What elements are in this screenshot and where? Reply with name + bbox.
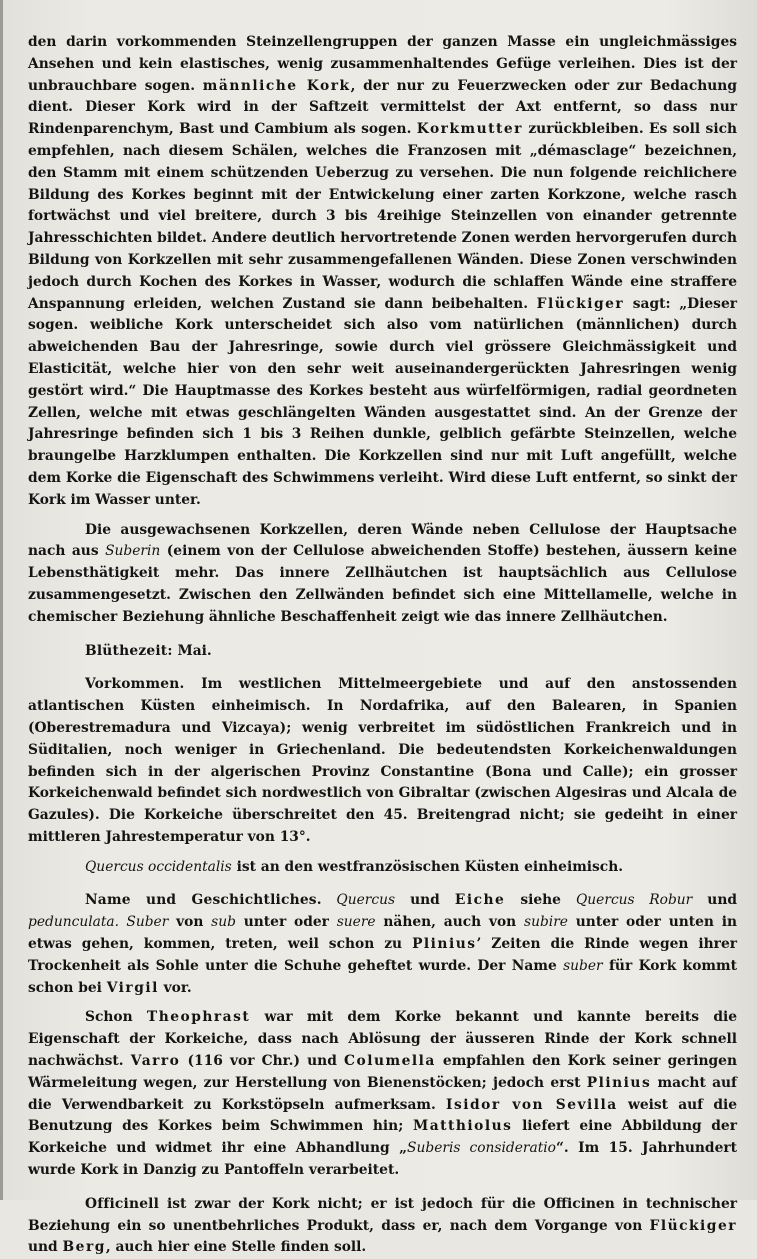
text-run: und [28, 1239, 63, 1256]
paragraph-bluethezeit [28, 641, 737, 663]
paragraph-kork-bildung [28, 32, 737, 512]
author-name: Matthiolus [412, 1118, 513, 1135]
author-name: Flückiger [536, 295, 625, 312]
text-run: , auch hier eine Stelle finden soll. [105, 1239, 367, 1256]
text-run: weist auf die Benutzung des Korkes beim Schwimmen hin; [28, 1096, 737, 1135]
text-run: liefert eine Abbildung der Korkeiche und widmet ihr eine Abhandlung „ [28, 1118, 737, 1157]
author-name: Flückiger [649, 1217, 737, 1234]
author-name: Plinius [412, 936, 477, 953]
italic-term: pedunculata. [28, 914, 120, 931]
italic-term: suber [563, 957, 603, 974]
paragraph-officinell [28, 1194, 737, 1259]
paragraph-vorkommen [28, 674, 737, 848]
text-run: für Kork kommt schon bei [28, 957, 737, 996]
text-run: ’ Zeiten die Rinde wegen ihrer Trockenheit als Sohle unter die Schuhe geheftet wurde. Der Name [28, 936, 737, 974]
text-run: Mai. [172, 642, 212, 659]
section-heading: Officinell [85, 1195, 160, 1212]
body-text [28, 32, 737, 1259]
paragraph-suberin [28, 520, 737, 629]
author-name: Isidor von Sevilla [446, 1096, 618, 1113]
italic-term: Suber [119, 914, 169, 931]
text-run: siehe [505, 892, 576, 909]
author-name: Varro [130, 1053, 181, 1070]
text-run: macht auf die Verwendbarkeit zu Korkstöpseln aufmerksam. [28, 1074, 737, 1113]
paragraph-name-geschichte [28, 890, 737, 999]
text-run: Im westlichen Mittelmeergebiete und auf den anstossenden atlantischen Küsten einheimisch. In Nordafrika, auf den Balearen, in Spanien (Oberestremadura und Vizcaya); wenig verbreitet im südöstlichen Frankreich und in Süditalien, noch weniger in Griechenland. Die bedeutendsten Korkeichenwaldungen befinden sich in der algerischen Provinz Constantine (Bona und Calle); ein grosser Korkeichenwald befindet sich nordwestlich von Gibraltar (zwischen Algesiras und Alcala de Gazules). Die Korkeiche überschreitet den 45. Breitengrad nicht; sie gedeiht in einer mittleren Jahrestemperatur von 13°. [28, 676, 737, 845]
spaced-term: männliche Kork [202, 77, 351, 94]
paragraph-theophrast [28, 1007, 737, 1181]
text-run: ist an den westfranzösischen Küsten einheimisch. [231, 858, 624, 875]
italic-term: Quercus occidentalis [85, 858, 232, 875]
text-run: zurückbleiben. Es soll sich empfehlen, nach diesem Schälen, welches die Franzosen mit „démasclage“ bezeichnen, den Stamm mit einem schützenden Ueberzug zu versehen. Die nun folgende reichlichere Bildung des Korkes beginnt mit der Entwickelung einer zarten Korkzone, welche rasch fortwächst und viel breitere, durch 3 bis 4reihige Steinzellen von einander getrennte Jahresschichten bildet. Andere deutlich hervortretende Zonen werden hervorgerufen durch Bildung von Korkzellen mit sehr zusammengefallenen Wänden. Diese Zonen verschwinden jedoch durch Kochen des Korkes in Wasser, wodurch die schlaffen Wände eine straffere Anspannung erleiden, welchen Zustand sie dann beibehalten. [28, 121, 738, 312]
author-name: Berg [62, 1239, 106, 1256]
text-run: (einem von der Cellulose abweichenden Stoffe) bestehen, äussern keine Lebensthätigkeit mehr. Das innere Zellhäutchen ist hauptsächlich aus Cellulose zusammengesetzt. Zwischen den Zellwänden befindet sich eine Mittellamelle, welche in chemischer Beziehung ähnliche Beschaffenheit zeigt wie das innere Zellhäutchen. [28, 543, 737, 625]
text-run: unter oder unten in etwas gehen, kommen, treten, weil schon zu [28, 914, 738, 953]
section-heading: Name und Geschichtliches. [85, 892, 322, 909]
italic-term: sub [211, 914, 236, 931]
italic-term: Suberis consideratio [407, 1140, 556, 1157]
text-run: von [168, 914, 212, 931]
text-run: , der nur zu Feuerzwecken oder zur Bedachung dient. Dieser Kork wird in der Saftzeit vermittelst der Axt entfernt, so dass nur Rindenparenchym, Bast und Cambium als sogen. [28, 77, 737, 138]
text-run: (116 vor Chr.) und [180, 1053, 345, 1070]
author-name: Theophrast [146, 1009, 251, 1026]
author-name: Virgil [106, 979, 159, 996]
text-run: war mit dem Korke bekannt und kannte bereits die Eigenschaft der Korkeiche, dass nach Ablösung der äusseren Rinde der Kork schnell nachwächst. [28, 1009, 737, 1070]
author-name: Columella [344, 1053, 436, 1070]
author-name: Plinius [586, 1074, 652, 1091]
text-run: und [692, 892, 738, 909]
text-run: Die ausgewachsenen Korkzellen, deren Wände neben Cellulose der Hauptsache nach aus [28, 521, 737, 560]
text-run: sagt: „Dieser sogen. weibliche Kork unterscheidet sich also vom natürlichen (männlichen) durch abweichenden Bau der Jahresringe, sowie durch viel grössere Gleichmässigkeit und Elasticität, welche hier von den sehr weit auseinandergerückten Jahresringen wenig gestört wird.“ Die Hauptmasse des Korkes besteht aus würfelförmigen, radial geordneten Zellen, welche mit etwas geschlängelten Wänden ausgestattet sind. An der Grenze der Jahresringe befinden sich 1 bis 3 Reihen dunkle, gelblich gefärbte Steinzellen, welche braungelbe Harzklumpen enthalten. Die Korkzellen sind nur mit Luft angefüllt, welche dem Korke die Eigenschaft des Schwimmens verleiht. Wird diese Luft entfernt, so sinkt der Kork im Wasser unter. [28, 295, 737, 508]
text-run: den darin vorkommenden Steinzellengruppen der ganzen Masse ein ungleichmässiges Ansehen und kein elastisches, wenig zusammenhaltendes Gefüge verleihen. Dies ist der unbrauchbare sogen. [28, 34, 737, 94]
text-run: nähen, auch von [375, 914, 524, 931]
section-heading: Blüthezeit: [85, 642, 173, 659]
text-run: vor. [158, 979, 192, 996]
text-run: Schon [85, 1009, 147, 1026]
text-run: empfahlen den Kork seiner geringen Wärmeleitung wegen, zur Herstellung von Bienenstöcken; jedoch erst [28, 1053, 737, 1091]
italic-term: subire [524, 914, 568, 931]
italic-term: suere [336, 914, 376, 931]
paragraph-occidentalis [28, 857, 737, 879]
italic-term: Suberin [105, 543, 161, 560]
text-run: ist zwar der Kork nicht; er ist jedoch für die Officinen in technischer Beziehung ein so unentbehrliches Produkt, dass er, nach dem Vorgange von [28, 1195, 737, 1234]
text-run: “. Im 15. Jahrhundert wurde Kork in Danzig zu Pantoffeln verarbeitet. [28, 1140, 737, 1179]
text-run: unter oder [235, 914, 337, 931]
text-run: und [395, 892, 455, 909]
spaced-term: Korkmutter [416, 121, 523, 138]
spaced-term: Eiche [454, 892, 506, 909]
section-heading: Vorkommen. [85, 676, 185, 693]
italic-term: Quercus [321, 892, 396, 909]
italic-term: Quercus Robur [575, 892, 693, 909]
